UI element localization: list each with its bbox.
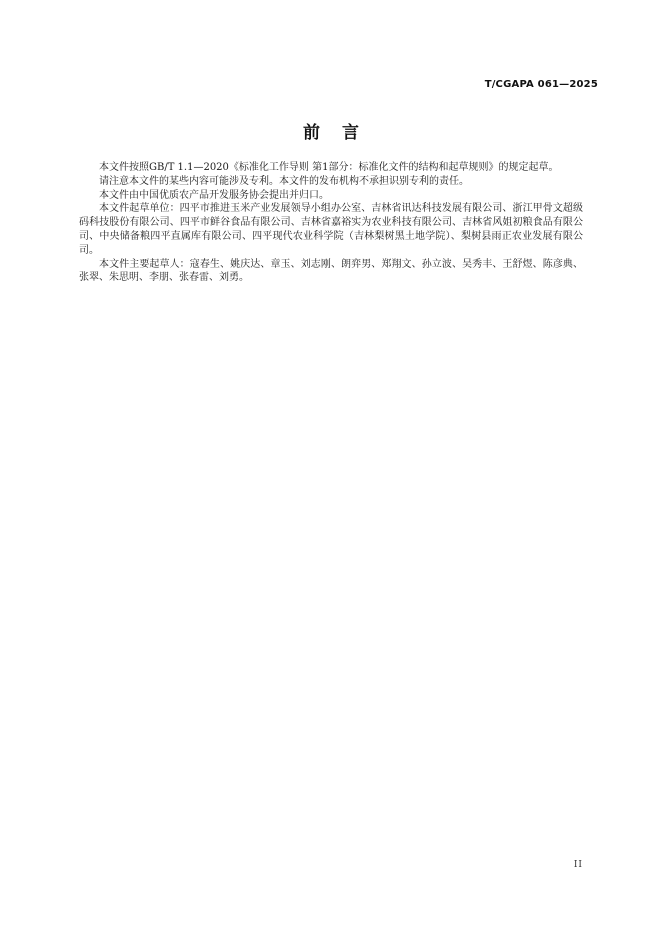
paragraph-drafters: 本文件主要起草人：寇春生、姚庆达、章玉、刘志刚、朗弈男、郑翔文、孙立波、吴秀丰、王舒煜、陈彦典、张翠、朱思明、李朋、张春雷、刘勇。: [79, 258, 583, 284]
paragraph-patent-notice: 请注意本文件的某些内容可能涉及专利。本文件的发布机构不承担识别专利的责任。: [99, 175, 469, 187]
document-body: [79, 161, 583, 285]
document-code: T/CGAPA 061—2025: [484, 79, 598, 90]
paragraph-drafting-rules: 本文件按照GB/T 1.1—2020《标准化工作导则 第1部分：标准化文件的结构和起草规则》的规定起草。: [99, 162, 559, 173]
paragraph-drafting-units: 本文件起草单位：四平市推进玉米产业发展领导小组办公室、吉林省讯达科技发展有限公司、浙江甲骨文超级码科技股份有限公司、四平市鲜谷食品有限公司、吉林省嘉裕实为农业科技有限公司、吉林省风姐初粮食品有限公司、中央储备粮四平直属库有限公司、四平现代农业科学院（吉林梨树黑土地学院）、梨树县雨正农业发展有限公司。: [79, 203, 583, 256]
page-title: 前言: [303, 123, 381, 143]
paragraph-proposer: 本文件由中国优质农产品开发服务协会提出并归口。: [99, 189, 329, 201]
page-number: II: [573, 860, 583, 870]
